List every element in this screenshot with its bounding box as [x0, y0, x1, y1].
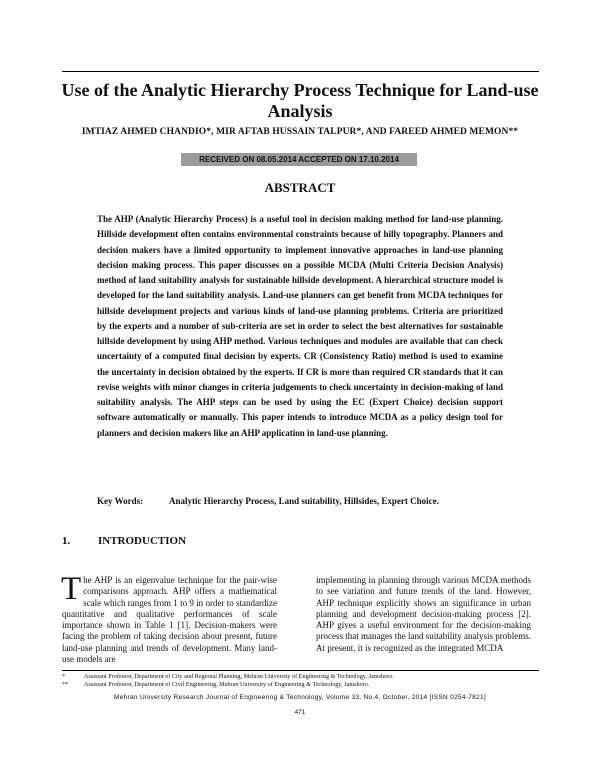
top-rule	[62, 71, 539, 72]
intro-column-left	[61, 571, 277, 665]
abstract-heading: ABSTRACT	[264, 180, 336, 195]
section-heading	[62, 535, 186, 547]
page-number: 471	[294, 709, 306, 716]
footnote-mark: **	[62, 681, 69, 688]
footnote-mark: *	[62, 673, 66, 680]
abstract-text	[97, 212, 503, 441]
received-date-banner: RECEIVED ON 08.05.2014 ACCEPTED ON 17.10.2014	[181, 153, 417, 166]
author-list: IMTIAZ AHMED CHANDIO*, MIR AFTAB HUSSAIN TALPUR*, AND FAREED AHMED MEMON**	[81, 127, 519, 137]
paper-title: Use of the Analytic Hierarchy Process Technique for Land-use Analysis	[61, 80, 539, 121]
intro-text-right: implementing in planning through various MCDA methods to see variation and future trends of the land. However, AHP technique explicitly shows an significance in urban planning and development decision-making process [2]. AHP gives a useful environment for the decision-making process that manages the land suitability analysis problems. At present, it is recognized as the integrated MCDA	[316, 575, 531, 653]
intro-text-left: he AHP is an eigenvalue technique for the pair-wise comparisons approach. AHP offers a mathematical scale which ranges from 1 to 9 in order to standardize quantitative and qualitative performances of scale importance shown in Table 1 [1]. Decision-makers were facing the problem of taking decision about present, future land-use planning and trends of development. Many land-use models are	[62, 575, 277, 665]
keywords	[97, 496, 517, 506]
footnote-rule	[62, 670, 539, 671]
abstract-paragraph: The AHP (Analytic Hierarchy Process) is a useful tool in decision making method for land-use planning. Hillside development often contains environmental constraints because of hilly topography. Planners and decision makers have a limited opportunity to implement innovative approaches in land-use planning decision making process. This paper discusses on a possible MCDA (Multi Criteria Decision Analysis) method of land suitability analysis for sustainable hillside development. A hierarchical structure model is developed for the land suitability analysis. Land-use planners can get benefit from MCDA techniques for hillside development projects and various kinds of land-use planning problems. Criteria are prioritized by the experts and a number of sub-criteria are set in order to select the best alternatives for sustainable hillside development by using AHP method. Various techniques and modules are available that can check uncertainty of a computed final decision by experts. CR (Consistency Ratio) method is used to examine the uncertainty in decision obtained by the experts. If CR is more than required CR standards that it can revise weights with minor changes in criteria judgements to check uncertainty in decision-making of land suitability analysis. The AHP steps can be used by using the EC (Expert Choice) decision support software automatically or manually. This paper intends to introduce MCDA as a policy design tool for planners and decision makers like an AHP application in land-use planning.	[97, 214, 503, 438]
footnote-2	[62, 681, 539, 689]
keywords-label: Key Words:	[97, 496, 144, 506]
keywords-list: Analytic Hierarchy Process, Land suitability, Hillsides, Expert Choice.	[169, 496, 439, 506]
journal-citation: Mehran University Research Journal of Engineering & Technology, Volume 33, No.4, October, 2014 [ISSN 0254-7821]	[114, 694, 486, 701]
footnote-text: Assistant Professor, Department of Civil Engineering, Mehran University of Engineering & Technology, Jamshoro.	[84, 681, 370, 688]
intro-column-right	[316, 575, 531, 654]
section-title: INTRODUCTION	[98, 535, 187, 547]
section-number: 1.	[62, 535, 71, 547]
footnote-text: Assistant Professor, Department of City and Regional Planning, Mehran University of Engineering & Technology, Jamshoro.	[84, 673, 394, 680]
drop-cap: T	[61, 571, 82, 607]
footnote-1	[62, 673, 539, 681]
